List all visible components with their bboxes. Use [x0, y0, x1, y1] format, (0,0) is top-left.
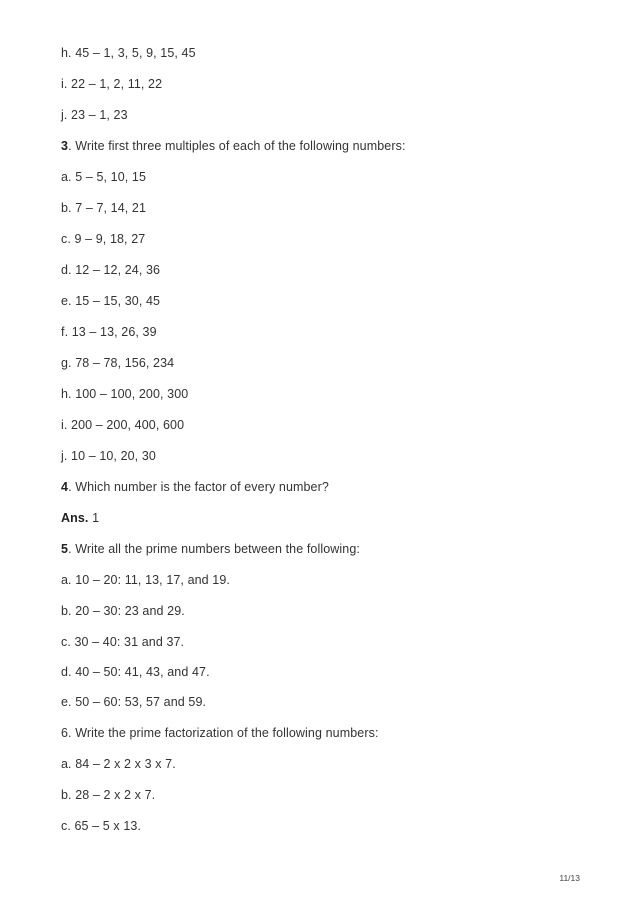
answer-line-c: c. 30 – 40: 31 and 37. — [61, 635, 185, 649]
answer-line-a: a. 84 – 2 x 2 x 3 x 7. — [61, 757, 176, 771]
answer-line-f: f. 13 – 13, 26, 39 — [61, 325, 157, 339]
answer-line-j: j. 23 – 1, 23 — [61, 108, 128, 122]
question-6-heading: 6. Write the prime factorization of the following numbers: — [61, 726, 379, 740]
answer-line: Ans. 1 — [61, 511, 100, 525]
page-number: 11/13 — [559, 873, 580, 883]
answer-line-e: e. 50 – 60: 53, 57 and 59. — [61, 695, 207, 709]
answer-line-d: d. 40 – 50: 41, 43, and 47. — [61, 665, 210, 679]
answer-line-c: c. 9 – 9, 18, 27 — [61, 232, 146, 246]
answer-line-j: j. 10 – 10, 20, 30 — [61, 449, 156, 463]
question-5-heading: 5. Write all the prime numbers between the following: — [61, 542, 360, 556]
question-4-heading: 4. Which number is the factor of every number? — [61, 480, 329, 494]
answer-line-h: h. 100 – 100, 200, 300 — [61, 387, 189, 401]
answer-line-b: b. 28 – 2 x 2 x 7. — [61, 788, 156, 802]
answer-line-a: a. 10 – 20: 11, 13, 17, and 19. — [61, 573, 230, 587]
answer-line-a: a. 5 – 5, 10, 15 — [61, 170, 146, 184]
answer-line-i: i. 200 – 200, 400, 600 — [61, 418, 185, 432]
question-3-heading: 3. Write first three multiples of each of the following numbers: — [61, 139, 406, 153]
answer-line-e: e. 15 – 15, 30, 45 — [61, 294, 161, 308]
answer-line-b: b. 20 – 30: 23 and 29. — [61, 604, 185, 618]
answer-line-h: h. 45 – 1, 3, 5, 9, 15, 45 — [61, 46, 196, 60]
answer-line-g: g. 78 – 78, 156, 234 — [61, 356, 175, 370]
answer-line-c: c. 65 – 5 x 13. — [61, 819, 142, 833]
answer-line-b: b. 7 – 7, 14, 21 — [61, 201, 146, 215]
answer-line-i: i. 22 – 1, 2, 11, 22 — [61, 77, 163, 91]
answer-line-d: d. 12 – 12, 24, 36 — [61, 263, 161, 277]
